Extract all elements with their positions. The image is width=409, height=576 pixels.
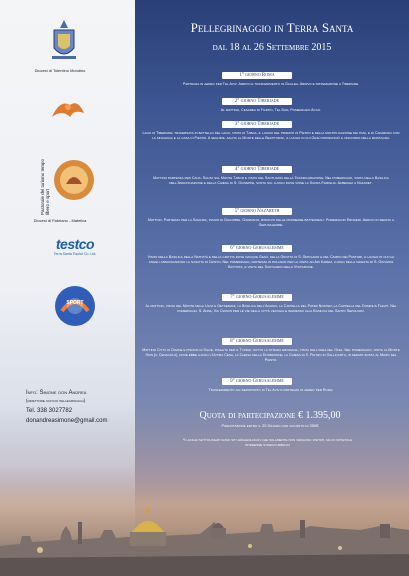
testco-logo: [45, 236, 105, 256]
org1-caption: Diocesi di Tolentino Mondino: [34, 68, 86, 73]
day-6-badge: 6° giorno Gerusalemme: [222, 245, 292, 252]
price-booking: Prenotazione entro il 20 Giugno con acconto di 350€: [221, 423, 319, 428]
price-label: Quota di partecipazione € 1.395,00: [199, 410, 341, 421]
day-7-text: Al mattino, visita del Monte degli Ulivi e Getsemani, la Basilica dell'Agonia, la Cappella del Pater Noster, la Cappella del Dominus Flevit. Nel pomeriggio, S. Anna, Via Crucis per le vie della città vecchia e ingresso alla Basilica del Santo Sepolcro.: [145, 304, 397, 313]
trip-dates: dal 18 al 26 Settembre 2015: [212, 42, 332, 53]
contact-role: (direttore ufficio pellegrinaggi): [26, 398, 86, 403]
day-5-badge: 5° giorno Nazareth: [222, 208, 292, 215]
day-3-badge: 3° giorno Tiberiade: [222, 121, 292, 128]
orange-logo: [48, 95, 88, 125]
day-9-badge: 9° giorno Gerusalemme: [222, 378, 292, 385]
day-5-text: Mattino. Partenza per la Samaria, pozzo di Giacobbe. Giordano, rinnovo delle promesse battesimali. Pomeriggio Ebodeir. Arrivo in serata a Gerusalemme.: [147, 218, 395, 227]
contact-info: Info: Simone don Andrea: [26, 390, 87, 396]
day-1-text: Partenza in aereo per Tel Aviv. Arrivo e trasferimento in Galilea. Arrivo e sistemazione a Tiberiade.: [182, 82, 360, 86]
jerusalem-skyline-image: [0, 466, 409, 576]
day-2-badge: 2° giorno Tiberiade: [222, 98, 292, 105]
day-9-text: Trasferimento all'aeroporto di Tel Aviv e partenza in aereo per Roma.: [208, 388, 334, 392]
page-title: Pellegrinaggio in Terra Santa: [190, 20, 354, 35]
sport-round-logo: [54, 285, 96, 327]
day-4-badge: 4° giorno Tiberiade: [222, 166, 292, 173]
day-1-badge: 1° giorno Roma: [222, 72, 292, 79]
pastoral-seal-logo: [52, 158, 96, 202]
day-7-badge: 7° giorno Gerusalemme: [222, 294, 292, 301]
testco-name: testco: [55, 236, 95, 252]
day-8-text: Mattino Città di Davide e piscina di Siloe, risalita per il Tyrrhi, sotto la strada erodiana, visita dell'area del Ofel. Nel pomeriggio, visita al Monte Sion (il Cenacolo), dove ebbe luogo l'Ultima Cena, la Chiesa della Dormizione, la Chiesa di S. Pietro in Gallicantu, in serata sosta al Muro del Pianto.: [142, 348, 400, 362]
day-3-text: Lago di Tiberiade: traversata in battello del lago, visita di Tabga, il luogo del primato di Pietro e della moltiplicazione dei pani, e di Cafarnao con la sinagoga e la casa di Pietro. A seguire, salita al Monte delle Beatitudini, il luogo in cui Gesù pronunciò il discorso della montagna.: [142, 131, 400, 140]
org3-caption: Diocesi di Fabriano - Matelica: [33, 218, 87, 223]
day-8-badge: 8° giorno Gerusalemme: [222, 338, 292, 345]
day-4-text: Mattino partenza per Cana. Salita sul Monte Tabor e visita del Santuario della Trasfigurazione. Nel pomeriggio, visita della Basilica dell'Annunciazione e della Chiesa di S. Giuseppe, sosta sul luogo dove visse la Sacra Famiglia. Alberghi a Nazaret.: [153, 176, 389, 185]
testco-sub: Terra Santa Tourist Co. Ltd.: [53, 252, 97, 256]
sport-logo-label: SPORT: [66, 300, 84, 306]
diocese-crest-logo: [48, 18, 80, 66]
day-2-text: Al mattino, Cesarea di Filippo, Tel Dan, Pomeriggio Acco.: [220, 108, 322, 112]
contact-tel: Tel. 338 3027782: [26, 408, 73, 414]
day-6-text: Visita della Basilica della Natività e della grotta dove nacque Gesù, della Grotta di S. Girolamo e del Campo dei Pastori, il luogo in cui gli angeli annunciarono la nascita di Cristo. Nel pomeriggio, partenza in pullman per la visita ad Ain Karem, luogo della nascita di S. Giovanni Battista, e visita del Santuario della Visitazione.: [147, 255, 395, 269]
contact-email[interactable]: donandreasimone@gmail.com: [26, 418, 108, 424]
org3-vertical-text: Pastorale del turismo tempo libero e sport: [40, 158, 50, 215]
footnote: *I luoghi sottolineati sono siti archeologici che solamente non vengono visitati, ma di notevole interesse storico-biblico: [182, 438, 352, 447]
